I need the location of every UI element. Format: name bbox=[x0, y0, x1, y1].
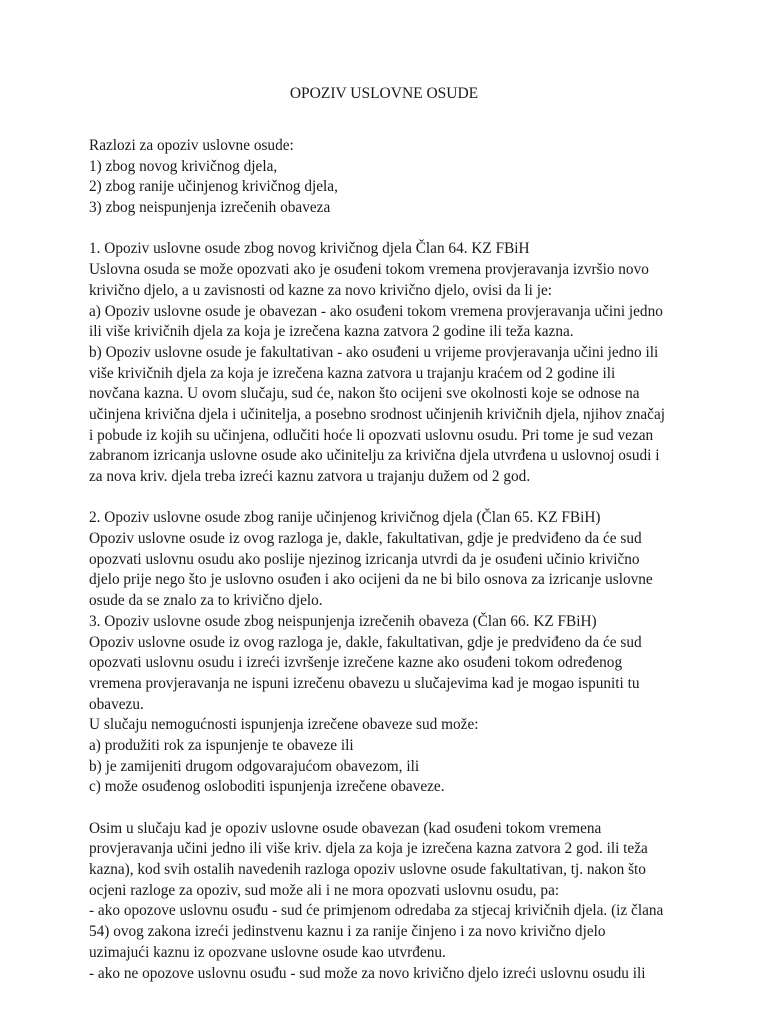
text-line: 2. Opoziv uslovne osude zbog ranije učinjenog krivičnog djela (Član 65. KZ FBiH) bbox=[89, 509, 601, 527]
text-line: zabranom izricanja uslovne osude ako učinitelju za krivična djela utvrđena u uslovnoj osudi i bbox=[89, 447, 660, 465]
text-line: opozvati uslovnu osudu i izreći izvršenje izrečene kazne ako osuđeni tokom određenog bbox=[89, 654, 623, 672]
text-line: 1) zbog novog krivičnog djela, bbox=[89, 157, 278, 175]
text-line: 1. Opoziv uslovne osude zbog novog krivičnog djela Član 64. KZ FBiH bbox=[89, 240, 530, 258]
text-line: b) Opoziv uslovne osude je fakultativan - ako osuđeni u vrijeme provjeravanja učini jedno ili bbox=[89, 343, 659, 361]
paragraph-spacer bbox=[89, 798, 689, 819]
text-line: djelo prije nego što je uslovno osuđen i ako ocijeni da ne bi bilo osnova za izricanje uslovne bbox=[89, 571, 653, 589]
text-line: ili više krivičnih djela za koja je izrečena kazna zatvora 2 godine ili teža kazna. bbox=[89, 323, 574, 341]
text-line: 54) ovog zakona izreći jedinstvenu kaznu i za ranije činjeno i za novo krivično djelo bbox=[89, 923, 606, 941]
text-line: krivično djelo, a u zavisnosti od kazne za novo krivično djelo, ovisi da li je: bbox=[89, 281, 553, 299]
text-line: i pobude iz kojih su učinjena, odlučiti hoće li opozvati uslovnu osudu. Pri tome je sud vezan bbox=[89, 426, 654, 444]
text-line: a) Opoziv uslovne osude je obavezan - ako osuđeni tokom vremena provjeravanja učini jedno bbox=[89, 302, 663, 320]
paragraph-spacer bbox=[89, 488, 689, 509]
text-line: Osim u slučaju kad je opoziv uslovne osude obavezan (kad osuđeni tokom vremena bbox=[89, 819, 602, 837]
text-line: - ako ne opozove uslovnu osuđu - sud može za novo krivično djelo izreći uslovnu osudu ili bbox=[89, 964, 646, 982]
text-line: osude da se znalo za to krivično djelo. bbox=[89, 592, 323, 610]
text-line: učinjena krivična djela i učinitelja, a posebno srodnost učinjenih krivičnih djela, njihov značaj bbox=[89, 405, 666, 423]
text-line: opozvati uslovnu osudu ako poslije njezinog izricanja utvrdi da je osuđeni učinio krivično bbox=[89, 550, 640, 568]
text-line: obavezu. bbox=[89, 695, 144, 713]
text-line: Opoziv uslovne osude iz ovog razloga je, dakle, fakultativan, gdje je predviđeno da će sud bbox=[89, 633, 642, 651]
text-line: 3) zbog neispunjenja izrečenih obaveza bbox=[89, 199, 331, 217]
text-line: a) produžiti rok za ispunjenje te obaveze ili bbox=[89, 736, 354, 754]
text-line: novčana kazna. U ovom slučaju, sud će, nakon što ocijeni sve okolnosti koje se odnose na bbox=[89, 385, 640, 403]
text-line: 2) zbog ranije učinjenog krivičnog djela, bbox=[89, 178, 338, 196]
text-line: kazna), kod svih ostalih navedenih razloga opoziv uslovne osude fakultativan, tj. nakon što bbox=[89, 861, 646, 879]
text-line: Razlozi za opoziv uslovne osude: bbox=[89, 137, 294, 154]
document-body bbox=[89, 136, 689, 984]
text-line: b) je zamijeniti drugom odgovarajućom obavezom, ili bbox=[89, 757, 420, 775]
text-line: - ako opozove uslovnu osuđu - sud će primjenom odredaba za stjecaj krivičnih djela. (iz člana bbox=[89, 902, 664, 920]
text-line: za nova kriv. djela treba izreći kaznu zatvora u trajanju dužem od 2 god. bbox=[89, 468, 531, 485]
document-title: OPOZIV USLOVNE OSUDE bbox=[289, 85, 479, 102]
text-line: provjeravanja učini jedno ili više kriv. djela za koja je izrečena kazna zatvora 2 god. ili teža bbox=[89, 840, 648, 858]
text-line: U slučaju nemogućnosti ispunjenja izrečene obaveze sud može: bbox=[89, 716, 479, 734]
text-line: Uslovna osuda se može opozvati ako je osuđeni tokom vremena provjeravanja izvršio novo bbox=[89, 261, 649, 279]
text-line: ocjeni razloge za opoziv, sud može ali i ne mora opozvati uslovnu osudu, pa: bbox=[89, 881, 560, 899]
text-line: uzimajući kaznu iz opozvane uslovne osude kao utvrđenu. bbox=[89, 943, 446, 961]
text-line: vremena provjeravanja ne ispuni izrečenu obavezu u slučajevima kad je mogao ispuniti tu bbox=[89, 674, 640, 692]
paragraph-spacer bbox=[89, 219, 689, 240]
text-line: 3. Opoziv uslovne osude zbog neispunjenja izrečenih obaveza (Član 66. KZ FBiH) bbox=[89, 612, 597, 630]
text-line: Opoziv uslovne osude iz ovog razloga je, dakle, fakultativan, gdje je predviđeno da će sud bbox=[89, 530, 642, 548]
text-line: c) može osuđenog osloboditi ispunjenja izrečene obaveze. bbox=[89, 778, 445, 796]
text-line: više krivičnih djela za koja je izrečena kazna zatvora u trajanju kraćem od 2 godine ili bbox=[89, 364, 616, 382]
